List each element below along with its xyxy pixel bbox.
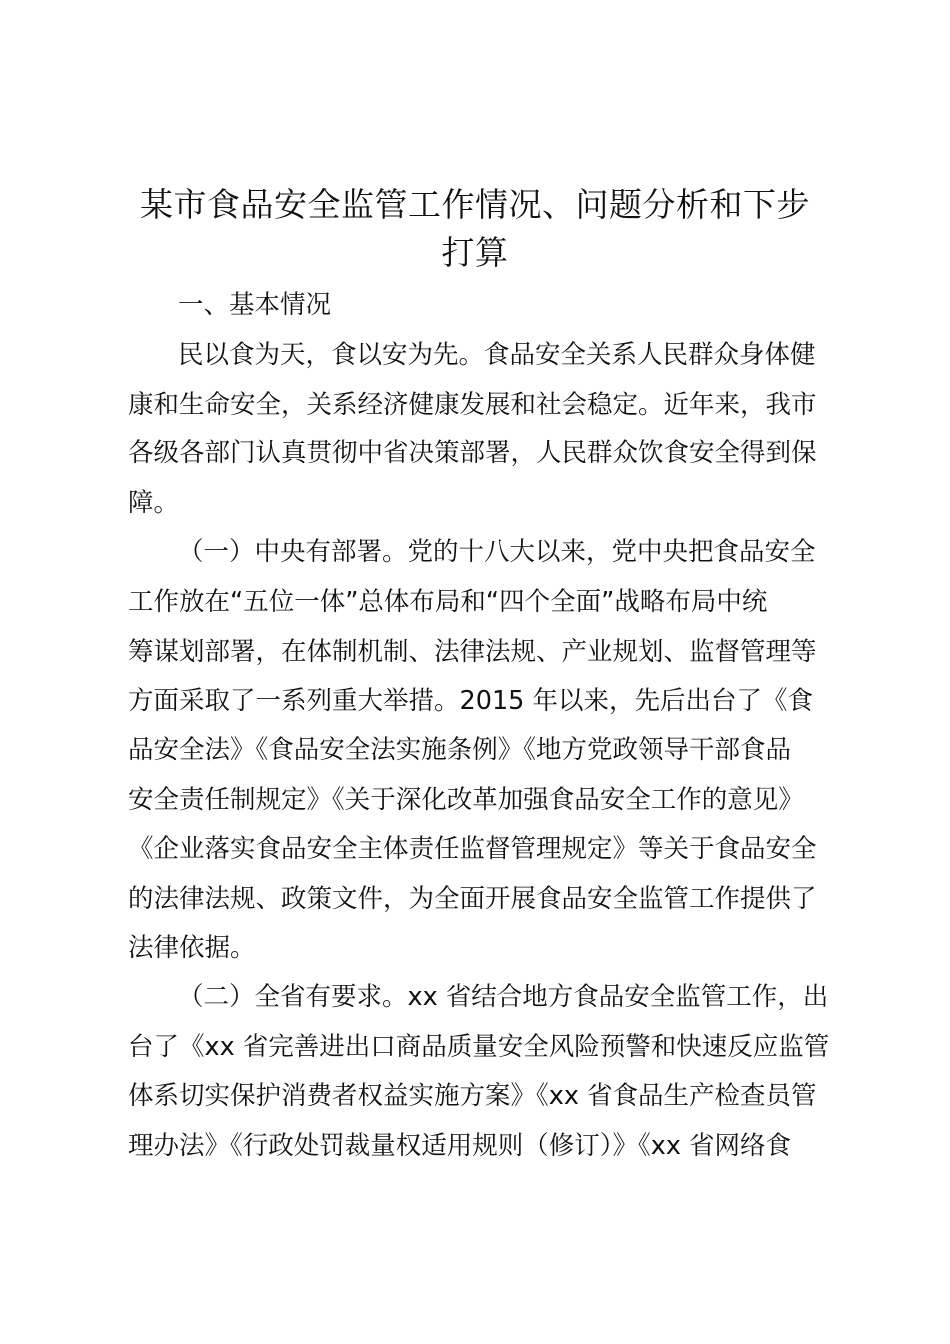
paragraph-line: 品安全法》《食品安全法实施条例》《地方党政领导干部食品: [128, 735, 792, 765]
paragraph-line: 工作放在“五位一体”总体布局和“四个全面”战略布局中统: [128, 587, 768, 617]
paragraph-line: 《企业落实食品安全主体责任监督管理规定》等关于食品安全: [128, 834, 817, 864]
paragraph-line: （二）全省有要求。xx 省结合地方食品安全监管工作，出: [178, 982, 829, 1012]
paragraph-line: 筹谋划部署，在体制机制、法律法规、产业规划、监督管理等: [128, 637, 817, 667]
document-title-line-1: 某市食品安全监管工作情况、问题分析和下步: [140, 185, 810, 224]
paragraph-line: （一）中央有部署。党的十八大以来，党中央把食品安全: [178, 537, 816, 567]
paragraph-line: 安全责任制规定》《关于深化改革加强食品安全工作的意见》: [128, 785, 804, 815]
section-heading: 一、基本情况: [178, 290, 332, 320]
document-title-line-2: 打算: [441, 233, 509, 272]
paragraph-line: 康和生命安全，关系经济健康发展和社会稳定。近年来，我市: [128, 390, 817, 420]
paragraph-line: 法律依据。: [128, 933, 256, 963]
paragraph-line: 台了《xx 省完善进出口商品质量安全风险预警和快速反应监管: [128, 1032, 830, 1062]
paragraph-line: 理办法》《行政处罚裁量权适用规则（修订）》《xx 省网络食: [128, 1131, 792, 1161]
paragraph-line: 民以食为天，食以安为先。食品安全关系人民群众身体健: [178, 340, 816, 370]
paragraph-line: 各级各部门认真贯彻中省决策部署，人民群众饮食安全得到保: [128, 438, 817, 468]
paragraph-line: 的法律法规、政策文件，为全面开展食品安全监管工作提供了: [128, 884, 817, 914]
paragraph-line: 障。: [128, 488, 180, 518]
paragraph-line: 方面采取了一系列重大举措。2015 年以来，先后出台了《食: [128, 686, 814, 716]
paragraph-line: 体系切实保护消费者权益实施方案》《xx 省食品生产检查员管: [128, 1081, 817, 1111]
